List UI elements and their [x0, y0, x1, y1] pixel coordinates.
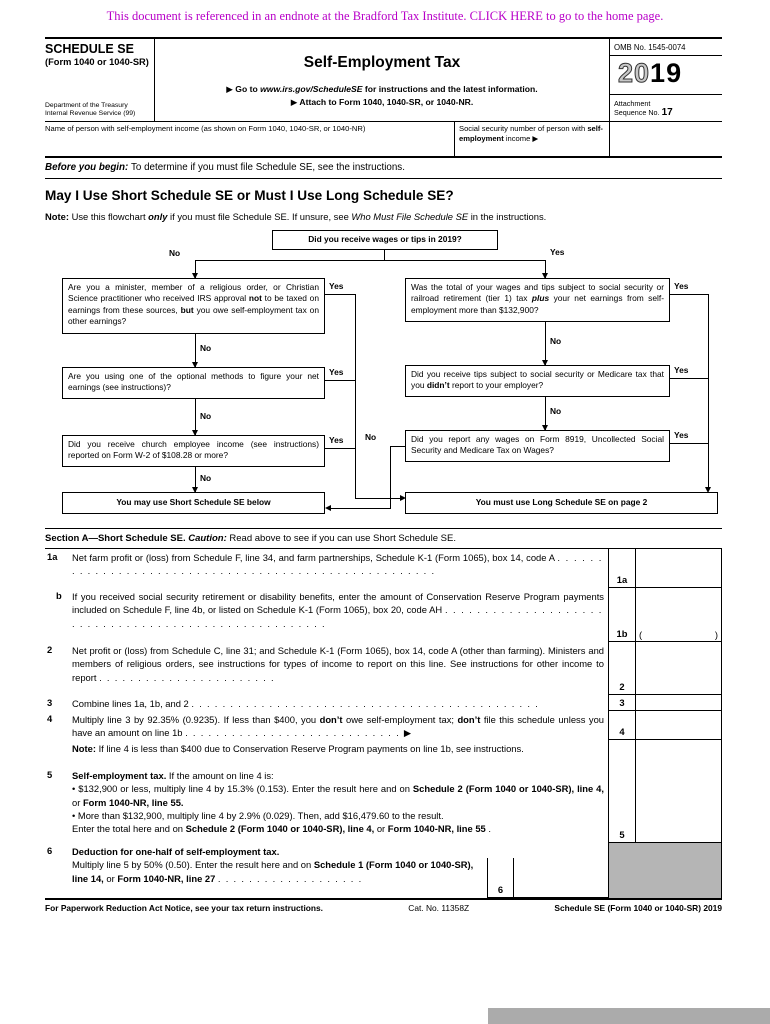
no-label: No: [200, 473, 212, 483]
flow-line: [325, 448, 355, 449]
line-2-text: Net profit or (loss) from Schedule C, line 31; and Schedule K-1 (Form 1065), box 14, code A (other than farming). Ministers and members of religious orders, see instructions for types of income to report on this line. See instructions for other income to report . . . . . . . . . . . . . . . . . . . . . . .: [72, 645, 604, 683]
yes-label: Yes: [329, 367, 344, 377]
name-ssn-row: [45, 122, 722, 158]
flowchart-note: Note: Use this flowchart only if you must file Schedule SE. If unsure, see Who Must File Schedule SE in the instructions.: [45, 211, 547, 222]
flow-arrowhead: [192, 430, 198, 436]
line-6-number: 6: [47, 844, 53, 856]
catalog-number: Cat. No. 11358Z: [408, 902, 470, 913]
flow-arrowhead: [542, 360, 548, 366]
line-3-number: 3: [47, 697, 53, 708]
line-3-text: Combine lines 1a, 1b, and 2 . . . . . . . . . . . . . . . . . . . . . . . . . . . . . . . . . . . . . . . . . . . . .: [72, 698, 541, 709]
flow-box-church-income: Did you receive church employee income (see instructions) reported on Form W-2 of $108.28 or more?: [62, 435, 325, 467]
line-6-shaded-cell: [608, 843, 722, 898]
line-4-note: Note: If line 4 is less than $400 due to Conservation Reserve Program payments on line 1b, see instructions.: [72, 742, 524, 754]
paperwork-notice: For Paperwork Reduction Act Notice, see your tax return instructions.: [45, 902, 323, 913]
line-6-row: [45, 843, 722, 898]
line-6-bold-text: Deduction for one-half of self-employment tax.: [72, 845, 280, 857]
flow-line: [390, 446, 391, 509]
flow-arrowhead: [705, 487, 711, 493]
flow-box-minister: Are you a minister, member of a religious order, or Christian Science practitioner who received IRS approval not to be taxed on earnings from these sources, but you owe self-employment tax on other earnings?: [62, 278, 325, 334]
no-label: No: [200, 343, 212, 353]
omb-number: OMB No. 1545-0074: [610, 39, 722, 56]
form-title-block: [155, 39, 610, 121]
paren-close: ): [714, 629, 718, 640]
flow-line: [670, 294, 708, 295]
yes-label: Yes: [674, 365, 689, 375]
line-1a-row: [45, 549, 722, 588]
goto-instructions: ▶ Go to www.irs.gov/ScheduleSE for instructions and the latest information.: [226, 84, 538, 94]
line-5-intro: Self-employment tax. If the amount on line 4 is:: [72, 769, 274, 781]
yes-label: Yes: [674, 430, 689, 440]
omb-block: [610, 39, 722, 121]
form-id-block: [45, 39, 155, 121]
line-6-box-label: 6: [487, 858, 513, 898]
flow-box-form-8919: Did you report any wages on Form 8919, Uncollected Social Security and Medicare Tax on Wages?: [405, 430, 670, 462]
name-label: Name of person with self-employment income (as shown on Form 1040, 1040-SR, or 1040-NR): [45, 124, 366, 133]
flow-arrowhead: [192, 362, 198, 368]
flow-box-optional-methods: Are you using one of the optional methods to figure your net earnings (see instructions)?: [62, 367, 325, 399]
flow-box-wages-tips: Did you receive wages or tips in 2019?: [272, 230, 498, 250]
yes-label: Yes: [329, 281, 344, 291]
treasury-label: Department of the Treasury: [45, 102, 128, 109]
flow-line: [545, 322, 546, 365]
sequence-number: 17: [661, 107, 673, 118]
line-2-number: 2: [47, 644, 53, 655]
form-number: (Form 1040 or 1040-SR): [45, 57, 149, 67]
flow-line: [325, 380, 355, 381]
line-2-row: [45, 642, 722, 695]
line-1b-amount-field[interactable]: [635, 588, 722, 642]
flow-line: [355, 498, 400, 499]
line-4-box-label: 4: [608, 711, 635, 740]
flow-line: [670, 378, 708, 379]
line-5-amount-field[interactable]: [635, 767, 722, 843]
name-entry-field[interactable]: [45, 122, 455, 156]
line-3-box-label: 3: [608, 695, 635, 711]
line-1b-row: [45, 588, 722, 642]
no-label: No: [550, 406, 562, 416]
line-1a-amount-field[interactable]: [635, 549, 722, 588]
paren-open: (: [639, 629, 643, 640]
line-4-note-row: [45, 740, 722, 767]
line-5-bullet-2: • More than $132,900, multiply line 4 by 2.9% (0.029). Then, add $16,479.60 to the result.: [72, 810, 444, 822]
irs-label: Internal Revenue Service (99): [45, 110, 136, 117]
flowchart: [45, 230, 722, 522]
form-title: Self-Employment Tax: [303, 54, 461, 71]
form-footer: [45, 900, 722, 913]
flow-arrowhead: [192, 487, 198, 493]
line-6-amount-field[interactable]: [513, 858, 608, 898]
line-4-text: Multiply line 3 by 92.35% (0.9235). If less than $400, you don’t owe self-employment tax; don’t file this schedule unless you have an amount on line 1b . . . . . . . . . . . . . . . . . . . . . . . . . . . . ▶: [72, 714, 604, 739]
attach-instruction: ▶ Attach to Form 1040, 1040-SR, or 1040-NR.: [290, 97, 474, 107]
flow-line: [384, 250, 385, 260]
yes-label: Yes: [550, 247, 565, 257]
year-outline: 20: [618, 58, 651, 88]
line-1b-box-label: 1b: [608, 588, 635, 642]
line-5-enter: Enter the total here and on Schedule 2 (Form 1040 or 1040-SR), line 4, or Form 1040-NR, line 55 .: [72, 823, 491, 835]
flow-line: [670, 443, 708, 444]
form-header: [45, 37, 722, 122]
flow-arrowhead: [325, 505, 331, 511]
flow-box-wages-132900: Was the total of your wages and tips subject to social security or railroad retirement (tier 1) tax plus your net earnings from self-employment more than $132,900?: [405, 278, 670, 322]
line-4-number: 4: [47, 713, 53, 724]
flow-line: [355, 294, 356, 499]
flow-arrowhead: [400, 495, 406, 501]
bradford-banner-link[interactable]: This document is referenced in an endnote at the Bradford Tax Institute. CLICK HERE to go to the home page.: [106, 9, 664, 23]
line-5-number: 5: [47, 768, 53, 780]
line-1a-text: Net farm profit or (loss) from Schedule F, line 34, and farm partnerships, Schedule K-1 (Form 1065), box 14, code A . . . . . . . . . . . . . . . . . . . . . . . . . . . . . . . . . . . . . . . . . . . . . . . . . . . . .: [72, 552, 604, 577]
footer-form-id: Schedule SE (Form 1040 or 1040-SR) 2019: [554, 902, 722, 913]
flowchart-heading: May I Use Short Schedule SE or Must I Use Long Schedule SE?: [45, 188, 454, 203]
no-label: No: [365, 432, 377, 442]
line-2-amount-field[interactable]: [635, 642, 722, 695]
line-5-row: [45, 767, 722, 843]
yes-label: Yes: [329, 435, 344, 445]
no-label: No: [550, 336, 562, 346]
flow-box-short-se-result: You may use Short Schedule SE below: [62, 492, 325, 514]
flow-box-unreported-tips: Did you receive tips subject to social security or Medicare tax that you didn’t report to your employer?: [405, 365, 670, 397]
flow-line: [390, 446, 405, 447]
line-5-box-label: 5: [608, 767, 635, 843]
line-6-text: Multiply line 5 by 50% (0.50). Enter the result here and on Schedule 1 (Form 1040 or 1040-SR), line 14, or Form 1040-NR, line 27 . . . . . . . . . . . . . . . . . . .: [72, 859, 474, 884]
ssn-entry-field[interactable]: [610, 122, 722, 156]
flow-arrowhead: [542, 425, 548, 431]
line-2-box-label: 2: [608, 642, 635, 695]
tax-year: 2019: [610, 56, 722, 95]
line-1b-text: If you received social security retirement or disability benefits, enter the amount of Conservation Reserve Program payments included on Schedule F, line 4b, or listed on Schedule K-1 (Form 1065), box 20, code AH . . . . . . . . . . . . . . . . . . . . . . . . . . . . . . . . . . . . . . . . . . . . . . . . . . . . .: [72, 591, 605, 629]
attachment-label: Attachment: [614, 99, 651, 108]
no-label: No: [200, 411, 212, 421]
line-3-amount-field[interactable]: [635, 695, 722, 711]
section-a-heading: Section A—Short Schedule SE. Caution: Read above to see if you can use Short Schedule SE.: [45, 528, 722, 549]
ssn-label: Social security number of person with self-employment income ▶: [455, 122, 610, 156]
attachment-sequence: Attachment Sequence No. 17: [610, 95, 722, 117]
flow-box-long-se-result: You must use Long Schedule SE on page 2: [405, 492, 718, 514]
next-page-edge: [488, 1008, 770, 1024]
flow-line: [330, 508, 390, 509]
line-4-amount-field[interactable]: [635, 711, 722, 740]
schedule-name: SCHEDULE SE: [45, 42, 134, 56]
line-1a-number: 1a: [47, 551, 58, 562]
line-5-bullet-1: • $132,900 or less, multiply line 4 by 15.3% (0.153). Enter the result here and on Schedule 2 (Form 1040 or 1040-SR), line 4, or Form 1040-NR, line 55.: [72, 783, 604, 808]
flow-line: [708, 294, 709, 488]
before-you-begin: Before you begin: To determine if you must file Schedule SE, see the instructions.: [45, 158, 722, 179]
flow-line: [325, 294, 355, 295]
flow-line: [195, 260, 546, 261]
yes-label: Yes: [674, 281, 689, 291]
line-1a-box-label: 1a: [608, 549, 635, 588]
line-3-row: [45, 695, 722, 711]
line-4-row: [45, 711, 722, 740]
section-a-table: [45, 549, 722, 900]
line-1b-number: b: [56, 590, 62, 601]
no-label: No: [169, 248, 181, 258]
